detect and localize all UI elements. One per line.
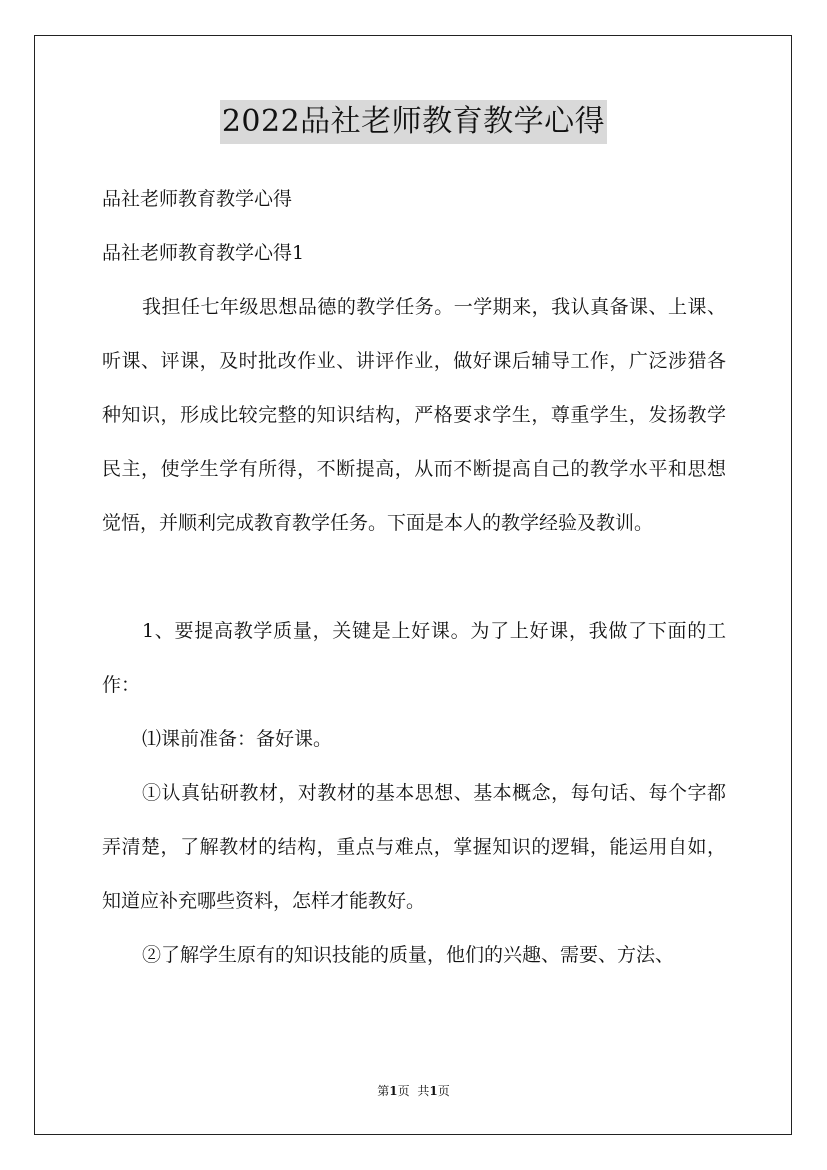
blank-line: [102, 550, 726, 604]
paragraph-point-1: 1、要提高教学质量，关键是上好课。为了上好课，我做了下面的工作：: [102, 620, 726, 696]
section-heading: 品社老师教育教学心得1: [102, 242, 305, 264]
paragraph-prep: ⑴课前准备：备好课。: [142, 728, 333, 750]
total-suffix: 页: [437, 1084, 450, 1098]
subtitle: 品社老师教育教学心得: [102, 188, 293, 210]
paragraph-intro: 我担任七年级思想品德的教学任务。一学期来，我认真备课、上课、听课、评课，及时批改作业、讲评作业，做好课后辅导工作，广泛涉猎各种知识，形成比较完整的知识结构，严格要求学生，尊重学生，发扬教学民主，使学生学有所得，不断提高，从而不断提高自己的教学水平和思想觉悟，并顺利完成教育教学任务。下面是本人的教学经验及教训。: [102, 296, 726, 534]
page-footer: [0, 1082, 827, 1099]
page-suffix: 页: [397, 1084, 410, 1098]
document-title-wrap: [0, 100, 827, 144]
page-number: 1: [389, 1084, 398, 1098]
document-body: [102, 172, 726, 982]
paragraph-item-1: ①认真钻研教材，对教材的基本思想、基本概念，每句话、每个字都弄清楚，了解教材的结构，重点与难点，掌握知识的逻辑，能运用自如，知道应补充哪些资料，怎样才能教好。: [102, 782, 726, 912]
total-prefix: 共: [417, 1084, 430, 1098]
paragraph-item-2: ②了解学生原有的知识技能的质量，他们的兴趣、需要、方法、: [142, 944, 675, 966]
document-title: 2022品社老师教育教学心得: [220, 100, 607, 144]
page-prefix: 第: [377, 1084, 390, 1098]
total-pages: 1: [429, 1084, 438, 1098]
